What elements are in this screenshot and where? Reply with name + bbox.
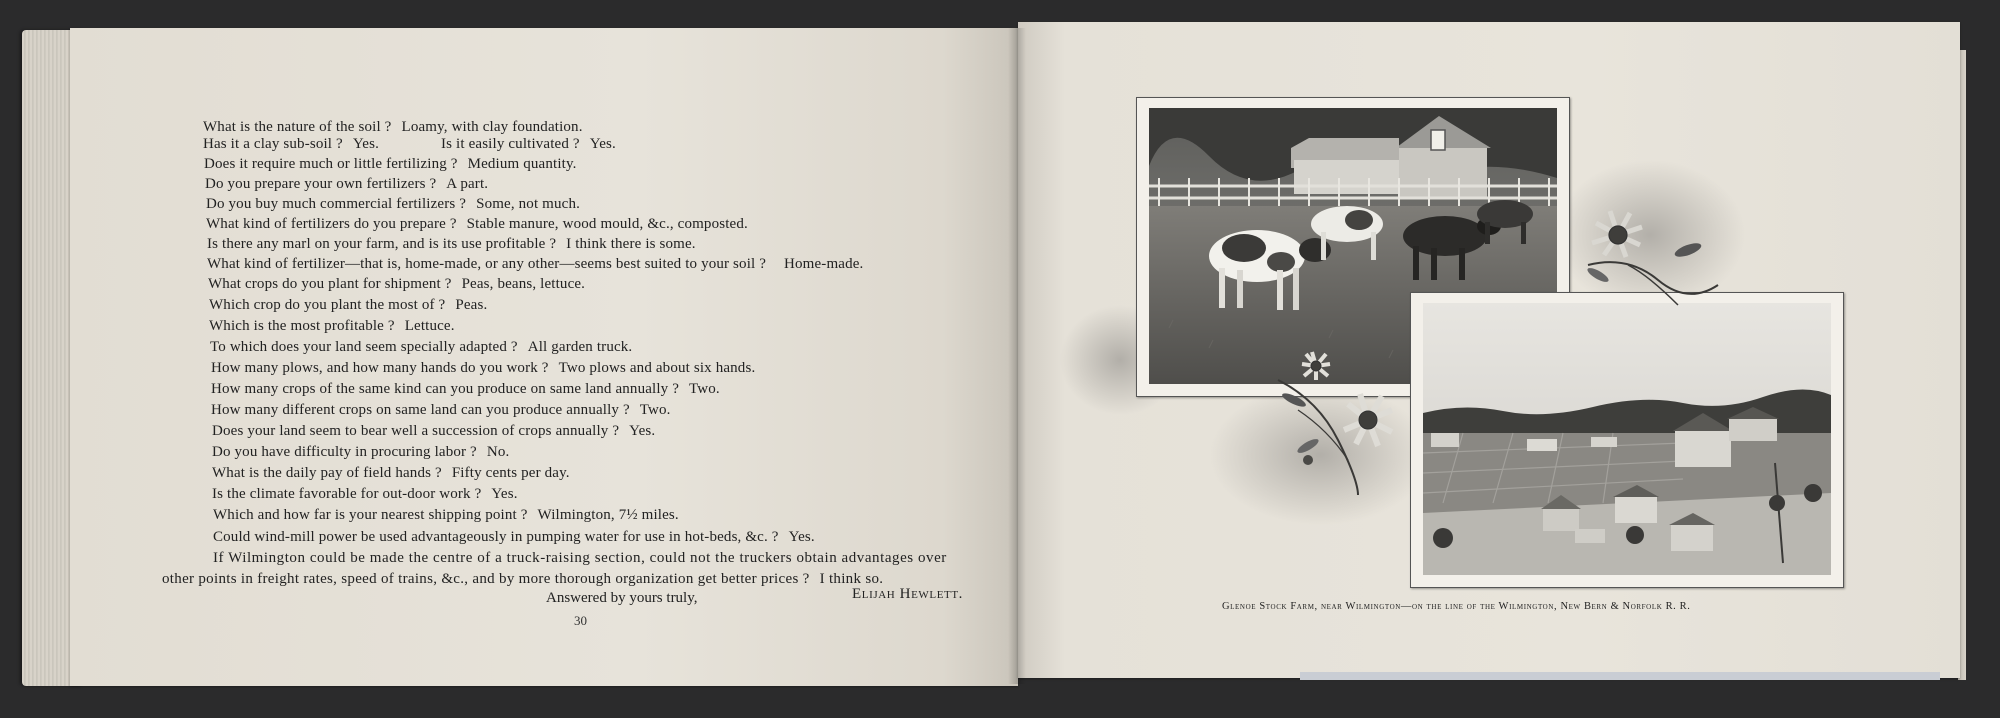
question: If Wilmington could be made the centre of a truck-raising section, could not the truckers obtain advantages over bbox=[213, 550, 947, 566]
page-number: 30 bbox=[574, 613, 587, 628]
question: Is it easily cultivated ? bbox=[441, 136, 580, 152]
question: What crops do you plant for shipment ? bbox=[208, 276, 452, 292]
answer: Loamy, with clay foundation. bbox=[401, 119, 583, 135]
signoff-closing: Answered by yours truly, bbox=[546, 590, 698, 606]
answer: I think there is some. bbox=[566, 236, 696, 252]
daisy-icon bbox=[1344, 394, 1392, 446]
question: What kind of fertilizer—that is, home-made, or any other—seems best suited to your soil ? bbox=[207, 256, 767, 272]
question: Do you buy much commercial fertilizers ? bbox=[206, 196, 467, 212]
answer: Yes. bbox=[788, 529, 815, 545]
answer: Two plows and about six hands. bbox=[558, 360, 756, 376]
question: Could wind-mill power be used advantageously in pumping water for use in hot-beds, &c. ? bbox=[213, 529, 779, 545]
question: How many crops of the same kind can you produce on same land annually ? bbox=[211, 381, 680, 397]
question: Which is the most profitable ? bbox=[209, 318, 395, 334]
question: Is there any marl on your farm, and is its use profitable ? bbox=[207, 236, 557, 252]
answer: Peas. bbox=[455, 297, 488, 313]
answer: Two. bbox=[639, 402, 671, 418]
caption-text: Glenoe Stock Farm, near Wilmington—on the line of the Wilmington, New Bern & Norfolk R. R. bbox=[1222, 601, 1691, 612]
daisy-icon bbox=[1302, 352, 1330, 380]
question: How many plows, and how many hands do you work ? bbox=[211, 360, 549, 376]
question: Is the climate favorable for out-door work ? bbox=[212, 486, 482, 502]
signoff-name: Elijah Hewlett. bbox=[852, 586, 964, 602]
question: Does your land seem to bear well a succession of crops annually ? bbox=[212, 423, 620, 439]
question: other points in freight rates, speed of trains, &c., and by more thorough organization get better prices ? bbox=[162, 571, 810, 587]
daisy-icon bbox=[1592, 211, 1642, 257]
question: Do you have difficulty in procuring labor ? bbox=[212, 444, 477, 460]
question: Do you prepare your own fertilizers ? bbox=[205, 176, 437, 192]
answer: All garden truck. bbox=[527, 339, 633, 355]
answer: I think so. bbox=[819, 571, 884, 587]
answer: Yes. bbox=[629, 423, 656, 439]
question: Which and how far is your nearest shipping point ? bbox=[213, 507, 528, 523]
photo-farm-view bbox=[1410, 292, 1844, 588]
answer: Stable manure, wood mould, &c., composted. bbox=[466, 216, 748, 232]
photo-caption bbox=[1222, 601, 1722, 612]
flower-ornament-lower bbox=[1268, 350, 1418, 500]
question: What kind of fertilizers do you prepare ? bbox=[206, 216, 457, 232]
answer: Lettuce. bbox=[404, 318, 455, 334]
question: To which does your land seem specially adapted ? bbox=[210, 339, 518, 355]
answer: Fifty cents per day. bbox=[451, 465, 570, 481]
answer: Yes. bbox=[589, 136, 616, 152]
answer: Peas, beans, lettuce. bbox=[461, 276, 586, 292]
question: How many different crops on same land can you produce annually ? bbox=[211, 402, 630, 418]
question: Which crop do you plant the most of ? bbox=[209, 297, 446, 313]
answer: Yes. bbox=[352, 136, 380, 152]
flower-ornament-upper bbox=[1568, 205, 1728, 315]
photo-farm-view-image bbox=[1423, 303, 1831, 575]
answer: Two. bbox=[689, 381, 720, 397]
answer: Some, not much. bbox=[476, 196, 580, 212]
answer: Medium quantity. bbox=[467, 156, 577, 172]
answer: A part. bbox=[446, 176, 489, 192]
answer: Wilmington, 7½ miles. bbox=[537, 507, 679, 523]
answer: Home-made. bbox=[784, 256, 864, 272]
question: Has it a clay sub-soil ? bbox=[203, 136, 343, 152]
answer: No. bbox=[486, 444, 510, 460]
question: Does it require much or little fertilizing ? bbox=[204, 156, 458, 172]
question: What is the daily pay of field hands ? bbox=[212, 465, 442, 481]
question: What is the nature of the soil ? bbox=[203, 119, 392, 135]
answer: Yes. bbox=[491, 486, 518, 502]
